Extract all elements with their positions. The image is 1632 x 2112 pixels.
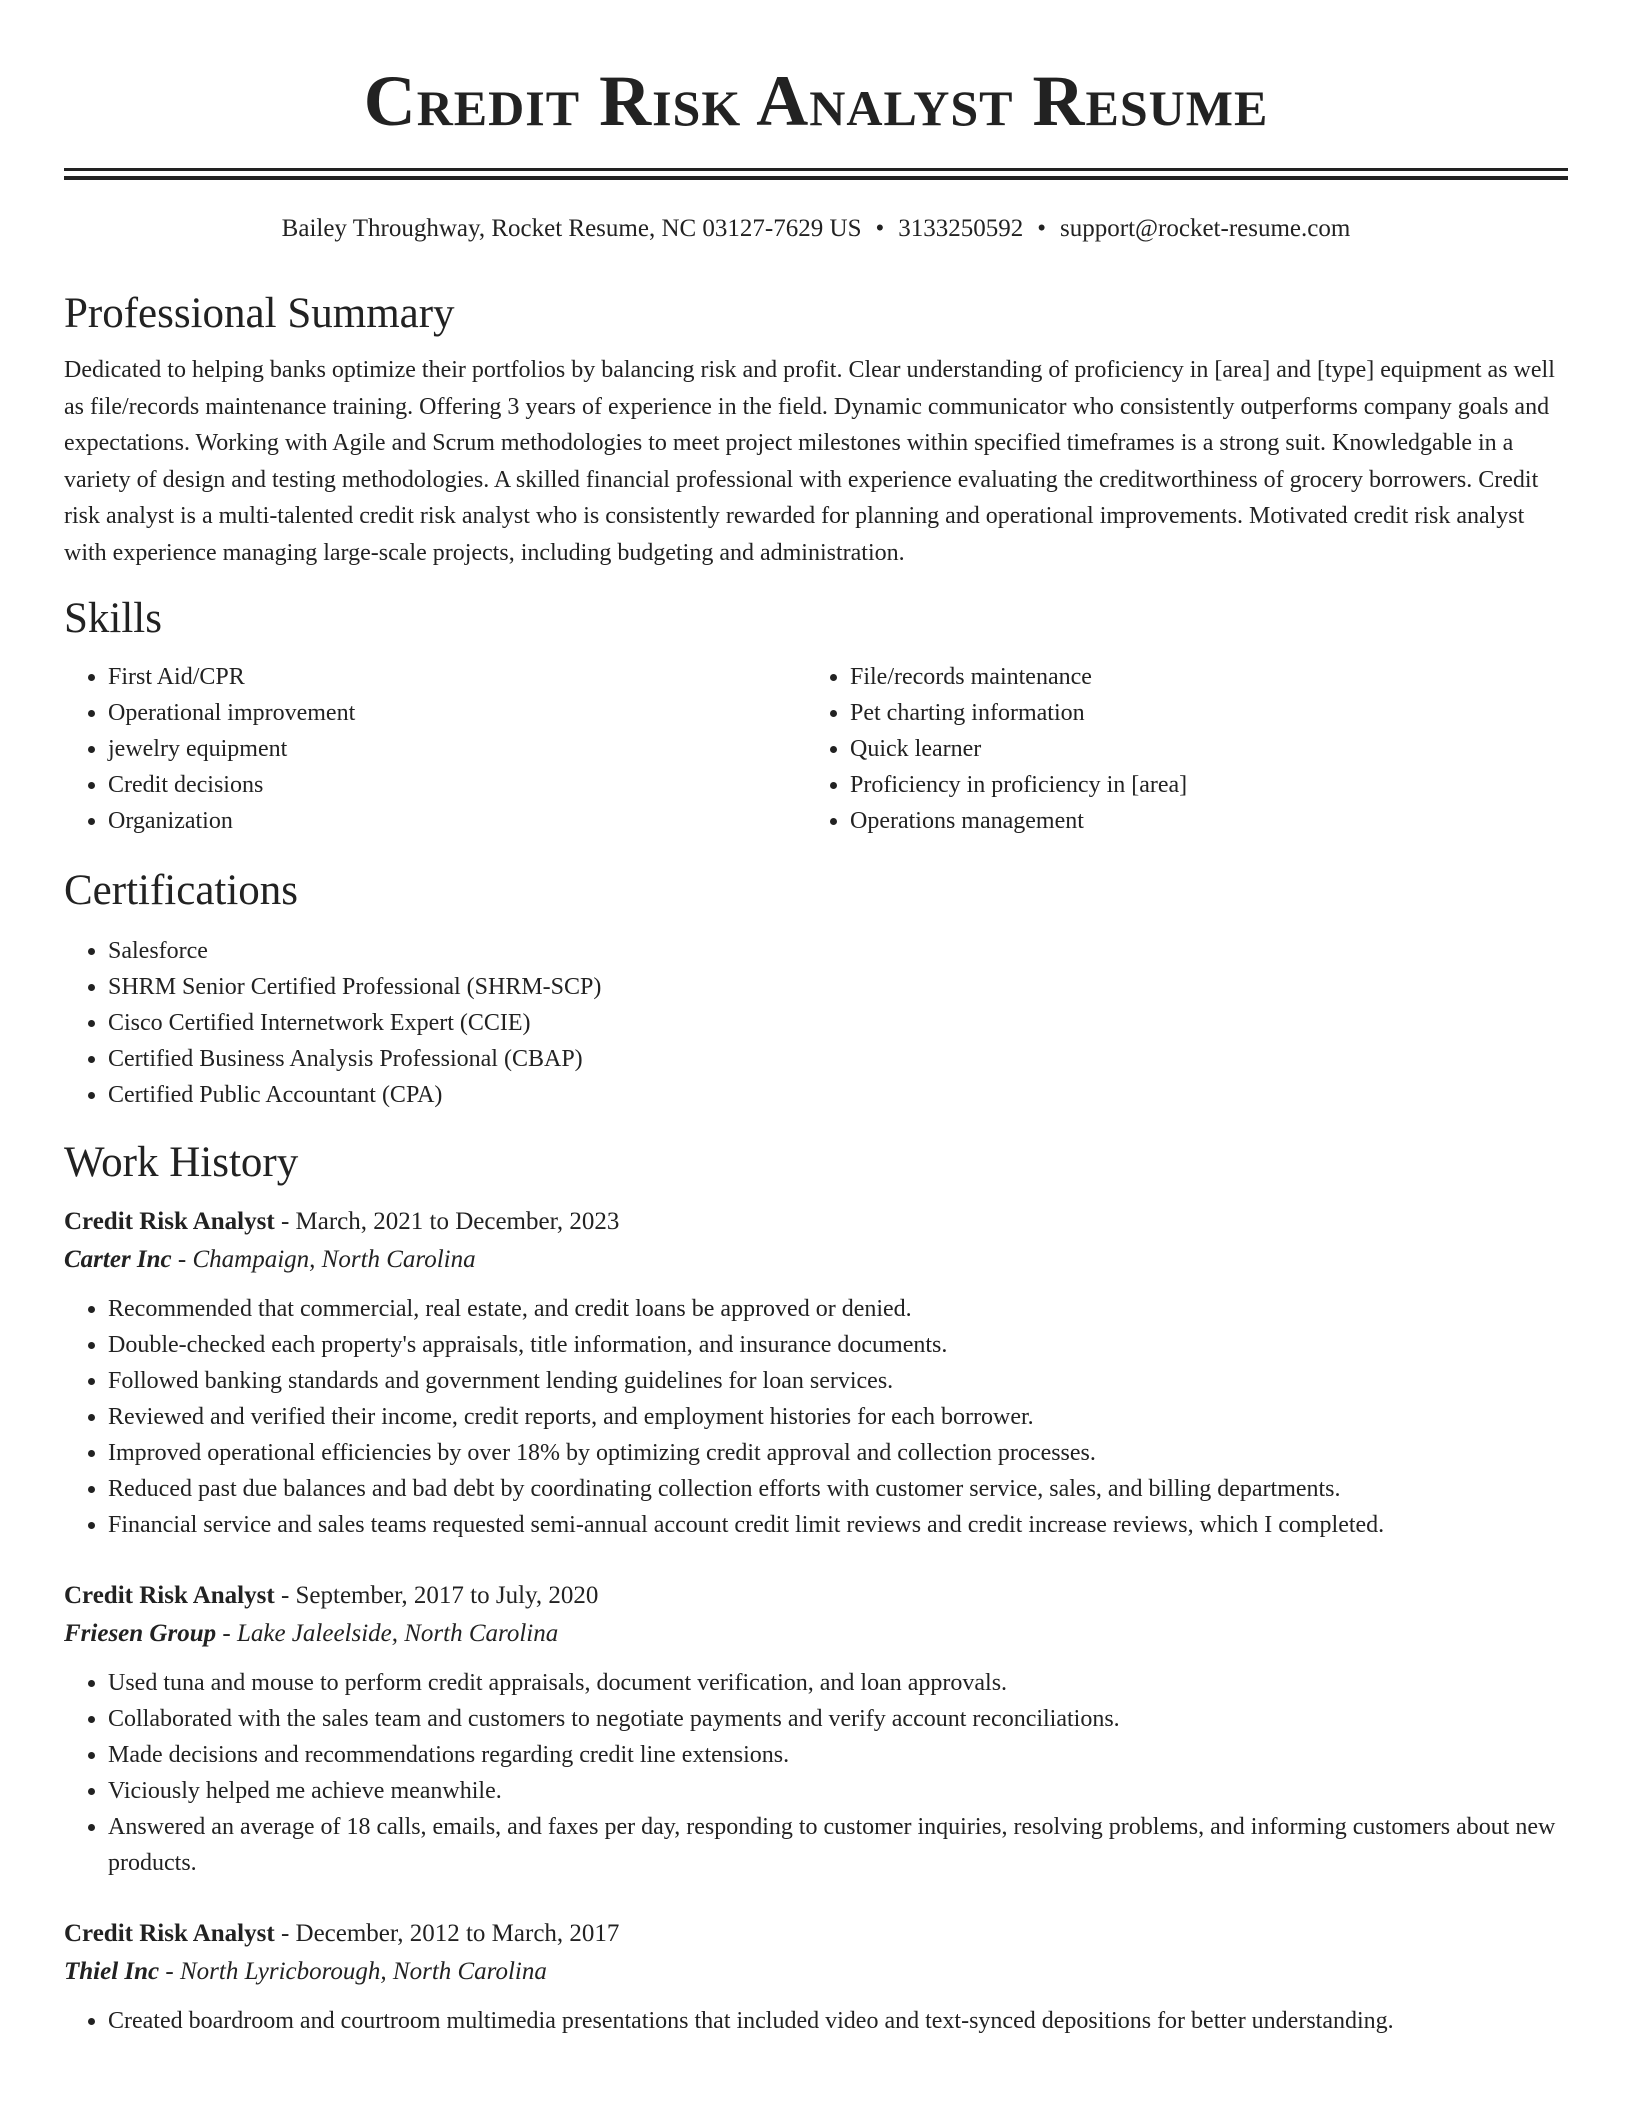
- job-bullets: [64, 1665, 1568, 1881]
- skill-item: • Organization: [108, 803, 806, 839]
- job-entry: [64, 1577, 1568, 1881]
- job-title: Credit Risk Analyst: [64, 1208, 275, 1235]
- job-header: [64, 1577, 1568, 1615]
- job-bullet: • Answered an average of 18 calls, emails, and faxes per day, responding to customer inquiries, resolving problems, and informing customers about new products.: [108, 1809, 1568, 1881]
- contact-address: Bailey Throughway, Rocket Resume, NC 03127-7629 US: [281, 215, 862, 242]
- job-bullet: • Viciously helped me achieve meanwhile.: [108, 1773, 1568, 1809]
- certifications-list: [64, 933, 1568, 1113]
- company-location: Champaign, North Carolina: [192, 1246, 476, 1273]
- job-dates: December, 2012 to March, 2017: [295, 1920, 620, 1947]
- job-dates: March, 2021 to December, 2023: [295, 1208, 620, 1235]
- page-title: Credit Risk Analyst Resume: [363, 61, 1269, 141]
- certification-item: • SHRM Senior Certified Professional (SHRM-SCP): [108, 969, 1568, 1005]
- certification-item: • Certified Business Analysis Professional (CBAP): [108, 1041, 1568, 1077]
- contact-separator: •: [1037, 215, 1047, 242]
- certification-item: • Certified Public Accountant (CPA): [108, 1077, 1568, 1113]
- skills-heading: Skills: [64, 595, 162, 642]
- job-company-line: [64, 1953, 1568, 1991]
- skill-item: • Operations management: [850, 803, 1548, 839]
- skills-list-left: [64, 659, 806, 839]
- skill-item: • jewelry equipment: [108, 731, 806, 767]
- job-dash: -: [274, 1208, 296, 1235]
- summary-text: Dedicated to helping banks optimize their portfolios by balancing risk and profit. Clear understanding of proficiency in [area] and [type] equipment as well as file/records maintenance training. Offering 3 years of experience in the field. Dynamic communicator who consistently outperforms company goals and expectations. Working with Agile and Scrum methodologies to meet project milestones within specified timeframes is a strong suit. Knowledgable in a variety of design and testing methodologies. A skilled financial professional with experience evaluating the creditworthiness of grocery borrowers. Credit risk analyst is a multi-talented credit risk analyst who is consistently rewarded for planning and operational improvements. Motivated credit risk analyst with experience managing large-scale projects, including budgeting and administration.: [64, 357, 1555, 566]
- company-name: Carter Inc: [64, 1246, 172, 1273]
- job-bullets: [64, 2003, 1568, 2039]
- job-dash: -: [274, 1920, 296, 1947]
- skills-grid: [64, 659, 1568, 839]
- job-title: Credit Risk Analyst: [64, 1920, 275, 1947]
- job-bullet: • Recommended that commercial, real estate, and credit loans be approved or denied.: [108, 1291, 1568, 1327]
- skills-list-right: [806, 659, 1548, 839]
- resume-page: [64, 0, 1568, 2039]
- job-bullet: • Collaborated with the sales team and customers to negotiate payments and verify account reconciliations.: [108, 1701, 1568, 1737]
- certification-item: • Salesforce: [108, 933, 1568, 969]
- work-history-heading: Work History: [64, 1139, 299, 1186]
- job-header: [64, 1203, 1568, 1241]
- skill-item: • File/records maintenance: [850, 659, 1548, 695]
- skill-item: • Operational improvement: [108, 695, 806, 731]
- skill-item: • Pet charting information: [850, 695, 1548, 731]
- job-header: [64, 1915, 1568, 1953]
- job-bullet: • Made decisions and recommendations regarding credit line extensions.: [108, 1737, 1568, 1773]
- company-location: North Lyricborough, North Carolina: [179, 1958, 547, 1985]
- job-dash: -: [216, 1620, 237, 1647]
- skills-column-left: [64, 659, 806, 839]
- job-bullets: [64, 1291, 1568, 1543]
- job-dash: -: [171, 1246, 193, 1273]
- job-bullet: • Double-checked each property's appraisals, title information, and insurance documents.: [108, 1327, 1568, 1363]
- job-bullet: • Used tuna and mouse to perform credit appraisals, document verification, and loan approvals.: [108, 1665, 1568, 1701]
- skill-item: • Quick learner: [850, 731, 1548, 767]
- contact-phone: 3133250592: [898, 215, 1024, 242]
- certification-item: • Cisco Certified Internetwork Expert (CCIE): [108, 1005, 1568, 1041]
- job-bullet: • Improved operational efficiencies by over 18% by optimizing credit approval and collection processes.: [108, 1435, 1568, 1471]
- skill-item: • Proficiency in proficiency in [area]: [850, 767, 1548, 803]
- skills-column-right: [806, 659, 1548, 839]
- job-bullet: • Followed banking standards and government lending guidelines for loan services.: [108, 1363, 1568, 1399]
- job-bullet: • Reduced past due balances and bad debt by coordinating collection efforts with customer service, sales, and billing departments.: [108, 1471, 1568, 1507]
- company-name: Thiel Inc: [64, 1958, 160, 1985]
- job-dash: -: [159, 1958, 180, 1985]
- contact-info: [64, 212, 1568, 246]
- job-entry: [64, 1915, 1568, 2039]
- title-divider-bottom: [64, 176, 1568, 180]
- title-divider-top: [64, 168, 1568, 171]
- job-dash: -: [274, 1582, 296, 1609]
- job-title: Credit Risk Analyst: [64, 1582, 275, 1609]
- company-location: Lake Jaleelside, North Carolina: [236, 1620, 559, 1647]
- job-dates: September, 2017 to July, 2020: [295, 1582, 599, 1609]
- contact-email: support@rocket-resume.com: [1060, 215, 1351, 242]
- summary-heading: Professional Summary: [64, 290, 455, 337]
- skill-item: • First Aid/CPR: [108, 659, 806, 695]
- skill-item: • Credit decisions: [108, 767, 806, 803]
- job-company-line: [64, 1615, 1568, 1653]
- contact-separator: •: [875, 215, 885, 242]
- job-entry: [64, 1203, 1568, 1543]
- job-bullet: • Created boardroom and courtroom multimedia presentations that included video and text-synced depositions for better understanding.: [108, 2003, 1568, 2039]
- job-bullet: • Reviewed and verified their income, credit reports, and employment histories for each borrower.: [108, 1399, 1568, 1435]
- job-company-line: [64, 1241, 1568, 1279]
- certifications-heading: Certifications: [64, 867, 299, 914]
- company-name: Friesen Group: [64, 1620, 217, 1647]
- job-bullet: • Financial service and sales teams requested semi-annual account credit limit reviews and credit increase reviews, which I completed.: [108, 1507, 1568, 1543]
